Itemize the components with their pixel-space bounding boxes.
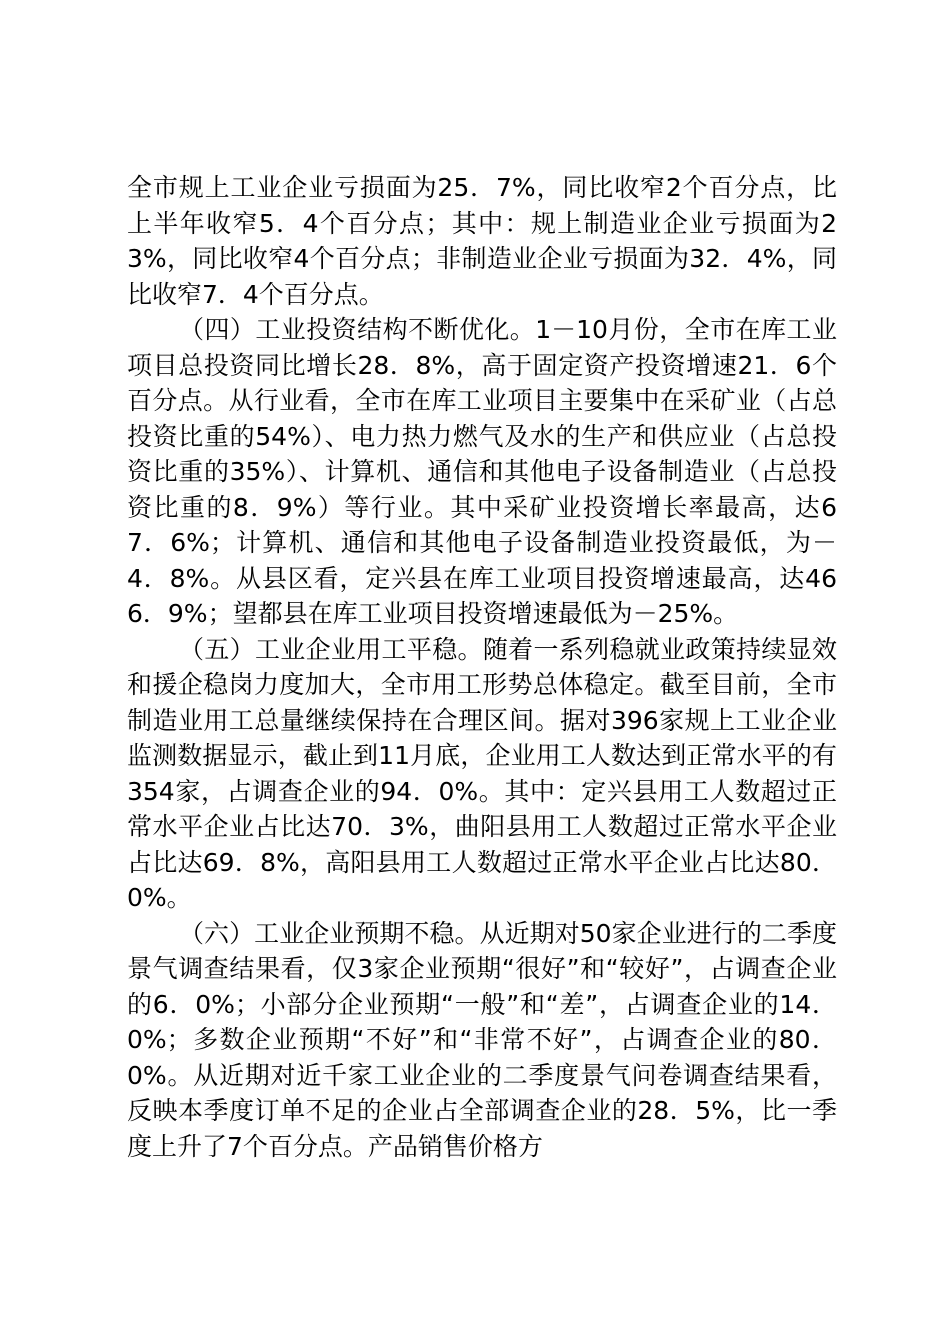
paragraph-expectations: （六）工业企业预期不稳。从近期对50家企业进行的二季度景气调查结果看，仅3家企业预期“很好”和“较好”，占调查企业的6．0%；小部分企业预期“一般”和“差”，占调查企业的14．0%；多数企业预期“不好”和“非常不好”，占调查企业的80．0%。从近期对近千家工业企业的二季度景气问卷调查结果看，反映本季度订单不足的企业占全部调查企业的28．5%，比一季度上升了7个百分点。产品销售价格方 [127, 918, 837, 1161]
document-body [127, 170, 837, 1164]
paragraph-loss-rate: 全市规上工业企业亏损面为25．7%，同比收窄2个百分点，比上半年收窄5．4个百分点；其中：规上制造业企业亏损面为23%，同比收窄4个百分点；非制造业企业亏损面为32．4%，同比收窄7．4个百分点。 [127, 173, 837, 309]
paragraph-investment: （四）工业投资结构不断优化。1－10月份，全市在库工业项目总投资同比增长28．8%，高于固定资产投资增速21．6个百分点。从行业看，全市在库工业项目主要集中在采矿业（占总投资比重的54%）、电力热力燃气及水的生产和供应业（占总投资比重的35%）、计算机、通信和其他电子设备制造业（占总投资比重的8．9%）等行业。其中采矿业投资增长率最高，达67．6%；计算机、通信和其他电子设备制造业投资最低，为－4．8%。从县区看，定兴县在库工业项目投资增速最高，达466．9%；望都县在库工业项目投资增速最低为－25%。 [127, 315, 837, 628]
paragraph-employment: （五）工业企业用工平稳。随着一系列稳就业政策持续显效和援企稳岗力度加大，全市用工形势总体稳定。截至目前，全市制造业用工总量继续保持在合理区间。据对396家规上工业企业监测数据显示，截止到11月底，企业用工人数达到正常水平的有354家，占调查企业的94．0%。其中：定兴县用工人数超过正常水平企业占比达70．3%，曲阳县用工人数超过正常水平企业占比达69．8%，高阳县用工人数超过正常水平企业占比达80．0%。 [127, 634, 837, 912]
